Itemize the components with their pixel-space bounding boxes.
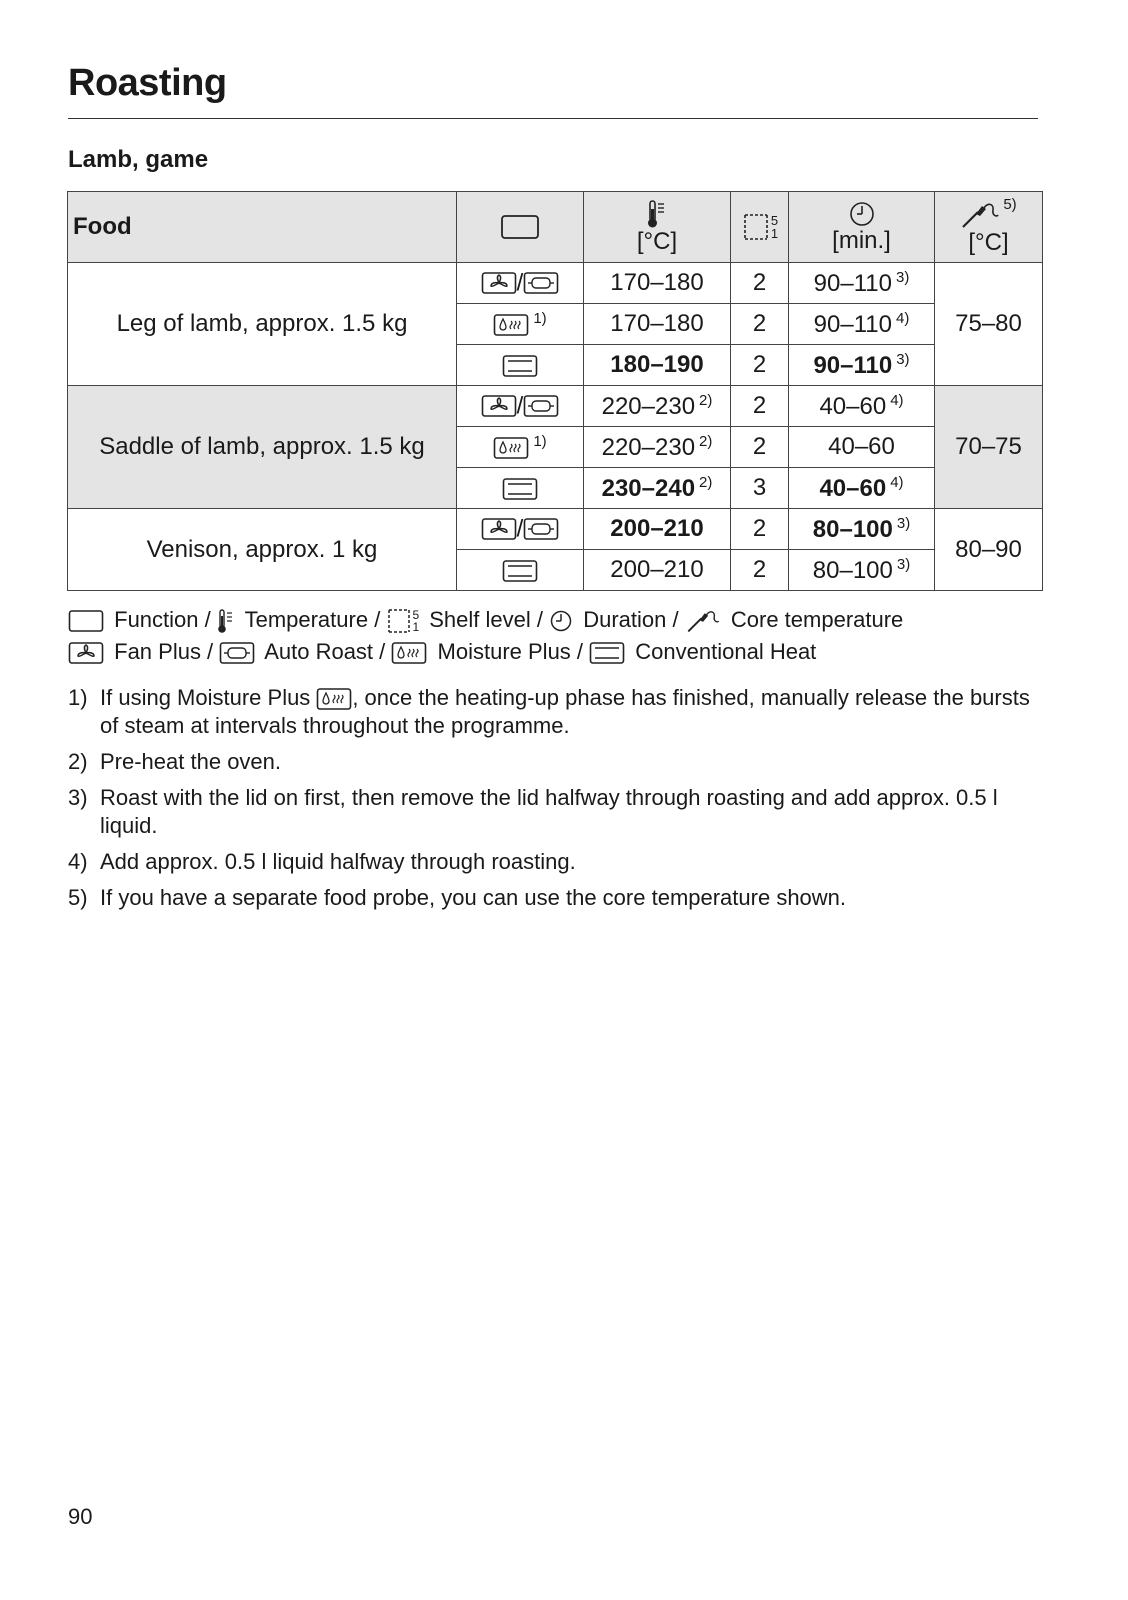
temperature-cell <box>584 304 731 345</box>
function-cell <box>457 550 584 591</box>
temperature-cell <box>584 550 731 591</box>
duration-footnote-ref: 4) <box>890 391 904 409</box>
fan-plus-icon <box>481 393 517 419</box>
core-temperature-column-header <box>935 192 1043 263</box>
function-cell <box>457 427 584 468</box>
thermometer-icon <box>217 608 235 634</box>
duration-footnote-ref: 3) <box>896 514 911 532</box>
footnote-item <box>68 884 1043 912</box>
core-temperature-unit: [°C] <box>968 229 1009 257</box>
function-separator: / <box>516 392 524 420</box>
conventional-heat-icon <box>502 558 538 584</box>
moisture-plus-icon <box>391 641 427 665</box>
footnote-item <box>68 784 1043 840</box>
legend-fan-plus: Fan Plus / <box>114 639 214 664</box>
footnote-item <box>68 748 1043 776</box>
footnote-number: 4) <box>68 849 88 875</box>
temperature-footnote-ref: 2) <box>699 473 713 491</box>
legend-shelf-level: Shelf level / <box>429 607 543 632</box>
fan-plus-icon <box>481 270 517 296</box>
temperature-value: 170–180 <box>610 269 704 296</box>
footnote-text-after: , once the heating-up phase has finished, manually release the bursts of steam at intervals throughout the programme. <box>100 685 1030 739</box>
function-cell <box>457 468 584 509</box>
duration-footnote-ref: 3) <box>896 555 911 573</box>
shelf-cell: 3 <box>731 468 789 509</box>
footnote-text: Add approx. 0.5 l liquid halfway through roasting. <box>100 849 576 875</box>
page-number: 90 <box>68 1504 93 1529</box>
clock-icon <box>549 609 573 633</box>
function-separator: / <box>516 515 524 543</box>
duration-footnote-ref: 3) <box>895 268 910 286</box>
auto-roast-icon <box>523 393 559 419</box>
function-cell <box>457 509 584 550</box>
duration-value: 90–110 <box>813 310 892 338</box>
function-separator: / <box>516 269 524 297</box>
function-footnote-ref: 1) <box>533 432 547 450</box>
food-cell: Leg of lamb, approx. 1.5 kg <box>68 263 457 386</box>
temperature-value: 220–230 <box>601 392 696 420</box>
clock-icon <box>848 200 876 228</box>
footnote-text: Roast with the lid on first, then remove the lid halfway through roasting and add approx. 0.5 l liquid. <box>100 785 998 839</box>
footnote-number: 1) <box>68 685 88 710</box>
temperature-cell <box>584 263 731 304</box>
shelf-top-number: 5 <box>412 608 420 623</box>
auto-roast-icon <box>523 270 559 296</box>
duration-value: 80–100 <box>812 556 893 584</box>
legend-duration: Duration / <box>583 607 679 632</box>
legend-core-temperature: Core temperature <box>730 607 904 632</box>
core-footnote-ref: 5) <box>1003 196 1017 214</box>
duration-cell <box>789 345 935 386</box>
food-cell: Venison, approx. 1 kg <box>68 509 457 591</box>
duration-cell <box>789 263 935 304</box>
footnote-number: 5) <box>68 885 88 911</box>
shelf-cell: 2 <box>731 263 789 304</box>
auto-roast-icon <box>523 516 559 542</box>
fan-plus-icon <box>68 641 104 665</box>
temperature-column-header <box>584 192 731 263</box>
conventional-heat-icon <box>502 353 538 379</box>
shelf-cell: 2 <box>731 550 789 591</box>
duration-cell <box>789 550 935 591</box>
shelf-column-header <box>731 192 789 263</box>
moisture-plus-icon <box>493 435 529 461</box>
footnote-number: 2) <box>68 749 88 775</box>
moisture-plus-icon <box>493 312 529 338</box>
duration-value: 40–60 <box>828 433 895 460</box>
roasting-table <box>67 191 1043 591</box>
function-cell <box>457 304 584 345</box>
function-footnote-ref: 1) <box>533 309 547 327</box>
shelf-cell: 2 <box>731 509 789 550</box>
food-probe-icon <box>685 608 721 634</box>
function-cell <box>457 345 584 386</box>
shelf-cell: 2 <box>731 386 789 427</box>
table-header-row <box>68 192 1043 263</box>
temperature-value: 200–210 <box>610 556 704 583</box>
food-cell: Saddle of lamb, approx. 1.5 kg <box>68 386 457 509</box>
temperature-cell <box>584 468 731 509</box>
table-row <box>68 509 1043 550</box>
temperature-unit: [°C] <box>636 227 678 255</box>
food-column-header: Food <box>68 192 457 263</box>
duration-unit: [min.] <box>832 226 891 254</box>
core-temperature-cell: 80–90 <box>935 509 1043 591</box>
shelf-cell: 2 <box>731 304 789 345</box>
legend-conventional-heat: Conventional Heat <box>635 639 817 664</box>
function-icon <box>500 213 540 241</box>
legend-temperature: Temperature / <box>244 607 381 632</box>
moisture-plus-icon <box>316 686 352 712</box>
shelf-level-icon <box>741 212 778 242</box>
core-temperature-cell: 70–75 <box>935 386 1043 509</box>
duration-cell <box>789 509 935 550</box>
footnote-item <box>68 684 1043 740</box>
shelf-level-icon <box>386 608 419 634</box>
temperature-value: 200–210 <box>610 515 704 542</box>
legend-line-1 <box>68 604 903 636</box>
function-cell <box>457 263 584 304</box>
duration-footnote-ref: 4) <box>890 473 904 491</box>
footnote-text: If you have a separate food probe, you can use the core temperature shown. <box>100 885 847 911</box>
duration-footnote-ref: 3) <box>896 350 910 368</box>
footnote-number: 3) <box>68 785 88 811</box>
fan-plus-icon <box>481 516 517 542</box>
function-cell <box>457 386 584 427</box>
legend-function: Function / <box>114 607 211 632</box>
shelf-cell: 2 <box>731 345 789 386</box>
duration-cell <box>789 386 935 427</box>
duration-cell <box>789 468 935 509</box>
duration-value: 90–110 <box>813 269 892 297</box>
duration-value: 90–110 <box>813 351 893 379</box>
section-title: Lamb, game <box>68 146 209 173</box>
duration-cell <box>789 304 935 345</box>
table-row <box>68 263 1043 304</box>
duration-cell <box>789 427 935 468</box>
temperature-cell <box>584 345 731 386</box>
temperature-cell <box>584 427 731 468</box>
duration-footnote-ref: 4) <box>895 309 910 327</box>
footnote-item <box>68 848 1043 876</box>
temperature-cell <box>584 386 731 427</box>
temperature-value: 170–180 <box>610 310 704 337</box>
temperature-cell <box>584 509 731 550</box>
duration-value: 40–60 <box>819 474 887 502</box>
footnote-text <box>100 684 1043 740</box>
food-probe-icon <box>960 200 1000 230</box>
title-divider <box>68 118 1038 119</box>
conventional-heat-icon <box>589 641 625 665</box>
temperature-value: 220–230 <box>601 433 696 461</box>
footnotes <box>68 684 1043 920</box>
table-row <box>68 386 1043 427</box>
thermometer-icon <box>646 199 668 229</box>
legend-auto-roast: Auto Roast / <box>264 639 386 664</box>
function-column-header <box>457 192 584 263</box>
function-icon <box>68 609 104 633</box>
temperature-value: 230–240 <box>601 474 696 502</box>
shelf-cell: 2 <box>731 427 789 468</box>
legend-moisture-plus: Moisture Plus / <box>437 639 584 664</box>
temperature-value: 180–190 <box>610 351 704 378</box>
duration-value: 40–60 <box>819 392 887 420</box>
temperature-footnote-ref: 2) <box>699 432 713 450</box>
legend-line-2 <box>68 636 816 668</box>
conventional-heat-icon <box>502 476 538 502</box>
shelf-bottom-number: 1 <box>770 226 779 241</box>
page-title: Roasting <box>68 62 227 104</box>
duration-value: 80–100 <box>812 515 893 543</box>
auto-roast-icon <box>219 641 255 665</box>
temperature-footnote-ref: 2) <box>699 391 713 409</box>
core-temperature-cell: 75–80 <box>935 263 1043 386</box>
shelf-top-number: 5 <box>770 213 779 228</box>
duration-column-header <box>789 192 935 263</box>
footnote-text: Pre-heat the oven. <box>100 749 282 775</box>
footnote-text-before: If using Moisture Plus <box>100 685 311 710</box>
shelf-bottom-number: 1 <box>412 620 420 635</box>
